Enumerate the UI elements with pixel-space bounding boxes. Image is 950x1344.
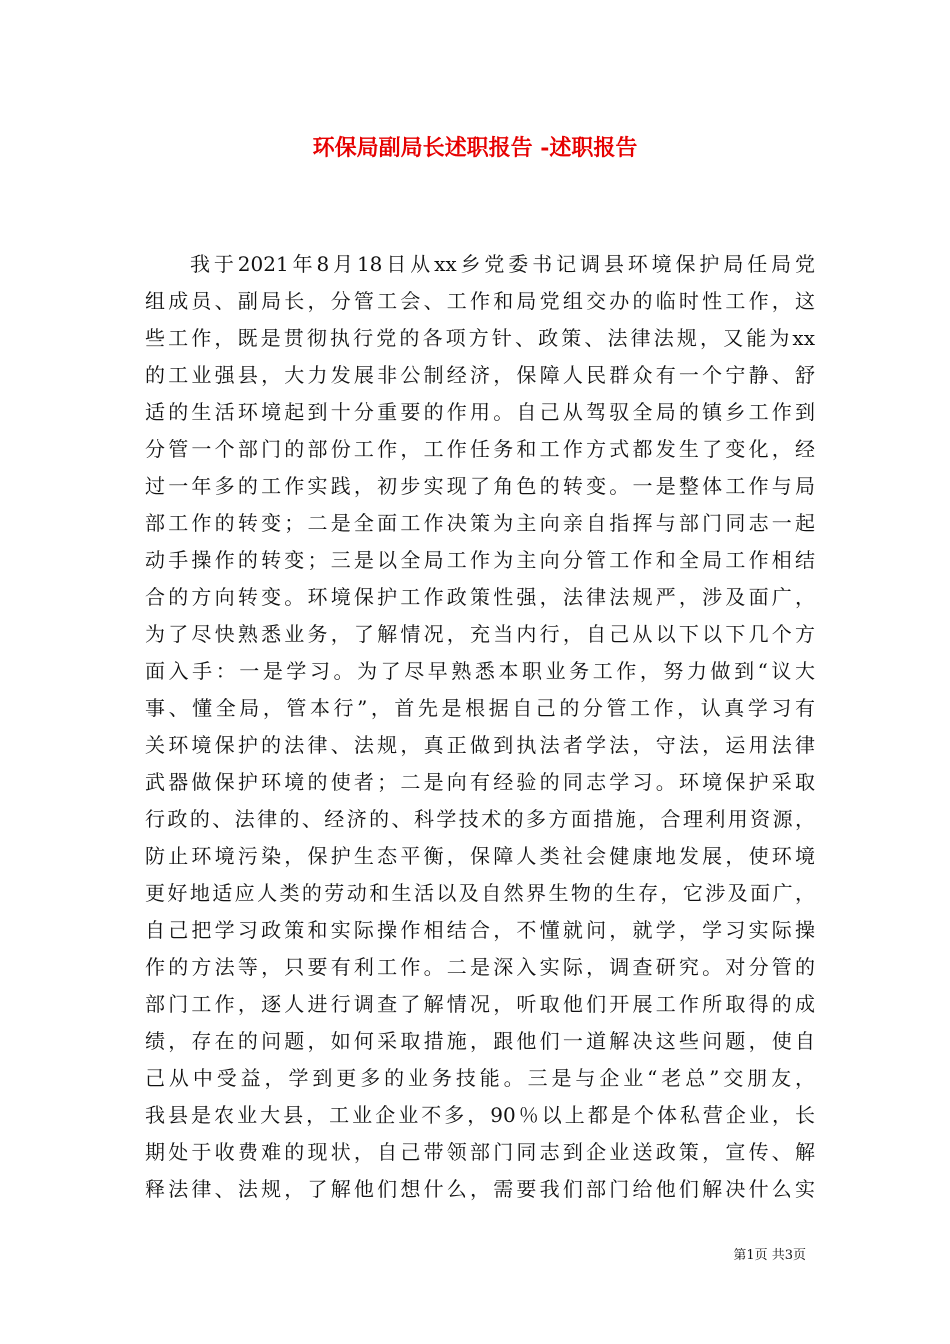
text-line: 己从中受益，学到更多的业务技能。三是与企业“老总”交朋友， <box>145 1066 815 1090</box>
text-line: 组成员、副局长，分管工会、工作和局党组交办的临时性工作，这 <box>145 289 815 313</box>
text-line: 事、懂全局，管本行”，首先是根据自己的分管工作，认真学习有 <box>145 696 815 720</box>
text-line: 作的方法等，只要有利工作。二是深入实际，调查研究。对分管的 <box>145 955 815 979</box>
text-line: 期处于收费难的现状，自己带领部门同志到企业送政策，宣传、解 <box>145 1140 815 1164</box>
text-line: 动手操作的转变；三是以全局工作为主向分管工作和全局工作相结 <box>145 548 815 572</box>
text-line: 关环境保护的法律、法规，真正做到执法者学法，守法，运用法律 <box>145 733 815 757</box>
text-line: 自己把学习政策和实际操作相结合，不懂就问，就学，学习实际操 <box>145 918 815 942</box>
body-text <box>145 246 815 1208</box>
text-line: 更好地适应人类的劳动和生活以及自然界生物的生存，它涉及面广， <box>145 881 815 905</box>
text-line: 绩，存在的问题，如何采取措施，跟他们一道解决这些问题，使自 <box>145 1029 815 1053</box>
text-line: 过一年多的工作实践，初步实现了角色的转变。一是整体工作与局 <box>145 474 815 498</box>
text-line: 我于2021年8月18日从xx乡党委书记调县环境保护局任局党 <box>190 252 815 276</box>
text-line: 防止环境污染，保护生态平衡，保障人类社会健康地发展，使环境 <box>145 844 815 868</box>
page-number-footer: 第1页 共3页 <box>733 1248 806 1263</box>
text-line: 释法律、法规，了解他们想什么，需要我们部门给他们解决什么实 <box>145 1177 815 1201</box>
text-line: 合的方向转变。环境保护工作政策性强，法律法规严，涉及面广， <box>145 585 815 609</box>
text-line: 行政的、法律的、经济的、科学技术的多方面措施，合理利用资源， <box>145 807 815 831</box>
text-line: 些工作，既是贯彻执行党的各项方针、政策、法律法规，又能为xx <box>145 326 815 350</box>
page-title: 环保局副局长述职报告 -述职报告 <box>312 135 638 161</box>
text-line: 我县是农业大县，工业企业不多，90％以上都是个体私营企业，长 <box>145 1103 815 1127</box>
text-line: 面入手：一是学习。为了尽早熟悉本职业务工作，努力做到“议大 <box>145 659 815 683</box>
text-line: 部门工作，逐人进行调查了解情况，听取他们开展工作所取得的成 <box>145 992 815 1016</box>
text-line: 分管一个部门的部份工作，工作任务和工作方式都发生了变化，经 <box>145 437 815 461</box>
text-line: 的工业强县，大力发展非公制经济，保障人民群众有一个宁静、舒 <box>145 363 815 387</box>
text-line: 武器做保护环境的使者；二是向有经验的同志学习。环境保护采取 <box>145 770 815 794</box>
text-line: 适的生活环境起到十分重要的作用。自己从驾驭全局的镇乡工作到 <box>145 400 815 424</box>
text-line: 部工作的转变；二是全面工作决策为主向亲自指挥与部门同志一起 <box>145 511 815 535</box>
text-line: 为了尽快熟悉业务，了解情况，充当内行，自己从以下以下几个方 <box>145 622 815 646</box>
